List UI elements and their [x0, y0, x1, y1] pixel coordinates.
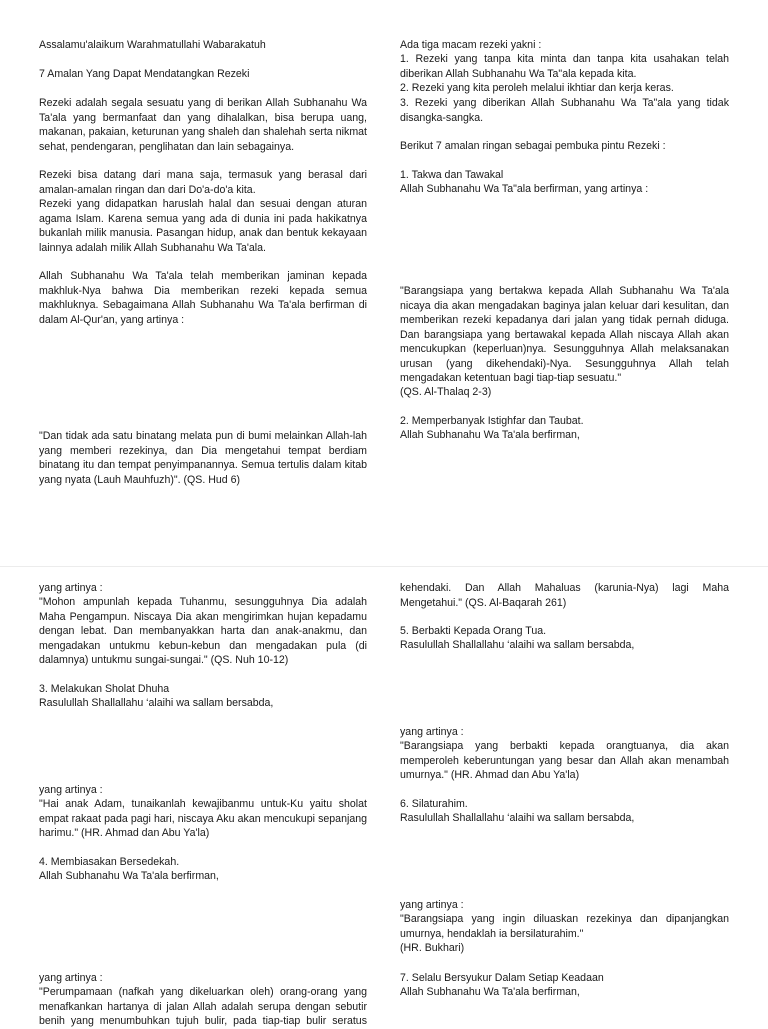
heading-syukur: 7. Selalu Bersyukur Dalam Setiap Keadaan	[400, 972, 604, 984]
seven-practices-intro: Berikut 7 amalan ringan sebagai pembuka pintu Rezeki :	[400, 140, 666, 152]
artinya-label: yang artinya :	[39, 972, 103, 984]
document-title: 7 Amalan Yang Dapat Mendatangkan Rezeki	[39, 68, 250, 80]
rezeki-type-1: 1. Rezeki yang tanpa kita minta dan tanpa kita usahakan telah diberikan Allah Subhanahu Wa Ta"ala kepada kita.	[400, 53, 729, 80]
heading-takwa-intro: Allah Subhanahu Wa Ta"ala berfirman, yang artinya :	[400, 183, 649, 195]
paragraph-definition: Rezeki adalah segala sesuatu yang di berikan Allah Subhanahu Wa Ta'ala yang bermanfaat dan yang dihalalkan, bisa berupa uang, makanan, pakaian, keturunan yang shaleh dan shalehah serta nikmat sehat, pendengaran, penglihatan dan lain sebagainya.	[39, 97, 367, 153]
artinya-label: yang artinya :	[400, 726, 464, 738]
heading-sedekah: 4. Membiasakan Bersedekah.	[39, 856, 180, 868]
heading-istighfar: 2. Memperbanyak Istighfar dan Taubat.	[400, 415, 584, 427]
quote-silaturahim: "Barangsiapa yang ingin diluaskan rezekinya dan dipanjangkan umurnya, hendaklah ia bersilaturahim."	[400, 913, 729, 940]
quote-nuh: "Mohon ampunlah kepada Tuhanmu, sesungguhnya Dia adalah Maha Pengampun. Niscaya Dia akan mengirimkan hujan kepadamu dengan lebat. Dan membanyakkan harta dan anak-anakmu, dan mengadakan untukmu kebun-kebun dan mengadakan pula (di dalamnya) untukmu sungai-sungai." (QS. Nuh 10-12)	[39, 596, 367, 666]
heading-syukur-intro: Allah Subhanahu Wa Ta'ala berfirman,	[400, 986, 580, 998]
quote-sedekah-line: menafkankan hartanya di jalan Allah adalah serupa dengan sebutir	[39, 1000, 367, 1013]
heading-birr-intro: Rasulullah Shallallahu ‘alaihi wa sallam bersabda,	[400, 639, 635, 651]
quote-thalaq: "Barangsiapa yang bertakwa kepada Allah Subhanahu Wa Ta'ala nicaya dia akan mengadakan baginya jalan keluar dari kesulitan, dan memberikan rezeki kepadanya dari jalan yang tidak pernah diduga. Dan barangsiapa yang bertawakal kepada Allah niscaya Allah akan mencukupkan (keperluan)nya. Sesungguhnya Allah melaksanakan urusan (yang dikehendaki)-Nya. Sesungguhnya Allah telah mengadakan ketentuan bagi tiap-tiap sesuatu."	[400, 285, 729, 384]
artinya-label: yang artinya :	[39, 582, 103, 594]
quote-hud: "Dan tidak ada satu binatang melata pun di bumi melainkan Allah-lah yang memberi rezekinya, dan Dia mengetahui tempat berdiam binatang itu dan tempat penyimpanannya. Semua tertulis dalam kitab yang nyata (Lauh Mauhfuzh)". (QS. Hud 6)	[39, 430, 367, 486]
heading-takwa: 1. Takwa dan Tawakal	[400, 169, 504, 181]
heading-silaturahim: 6. Silaturahim.	[400, 798, 468, 810]
artinya-label: yang artinya :	[400, 899, 464, 911]
page-divider	[0, 566, 768, 567]
heading-dhuha-intro: Rasulullah Shallallahu ‘alaihi wa sallam bersabda,	[39, 697, 274, 709]
types-intro: Ada tiga macam rezeki yakni :	[400, 39, 542, 51]
artinya-label: yang artinya :	[39, 784, 103, 796]
quote-sedekah-line: "Perumpamaan (nafkah yang dikeluarkan oleh) orang-orang yang	[39, 986, 367, 998]
ref-thalaq: (QS. Al-Thalaq 2-3)	[400, 386, 492, 398]
quote-sedekah-line: benih yang menumbuhkan tujuh bulir, pada tiap-tiap bulir seratus	[39, 1015, 367, 1027]
quote-baqarah-continuation: kehendaki. Dan Allah Mahaluas (karunia-Nya) lagi Maha Mengetahui." (QS. Al-Baqarah 261)	[400, 582, 729, 609]
quote-sedekah	[39, 985, 367, 1029]
quote-dhuha: "Hai anak Adam, tunaikanlah kewajibanmu untuk-Ku yaitu sholat empat rakaat pada pagi hari, niscaya Aku akan mencukupi sepanjang harimu." (HR. Ahmad dan Abu Ya'la)	[39, 798, 367, 839]
heading-sedekah-intro: Allah Subhanahu Wa Ta'ala berfirman,	[39, 870, 219, 882]
rezeki-type-3: 3. Rezeki yang diberikan Allah Subhanahu Wa Ta"ala yang tidak disangka-sangka.	[400, 97, 729, 124]
heading-dhuha: 3. Melakukan Sholat Dhuha	[39, 683, 170, 695]
ref-bukhari: (HR. Bukhari)	[400, 942, 465, 954]
greeting: Assalamu'alaikum Warahmatullahi Wabarakatuh	[39, 39, 266, 51]
paragraph-sources: Rezeki bisa datang dari mana saja, termasuk yang berasal dari amalan-amalan ringan dan dari Do'a-do'a kita.	[39, 169, 367, 196]
heading-birr: 5. Berbakti Kepada Orang Tua.	[400, 625, 547, 637]
heading-silaturahim-intro: Rasulullah Shallallahu ‘alaihi wa sallam bersabda,	[400, 812, 635, 824]
paragraph-guarantee: Allah Subhanahu Wa Ta'ala telah memberikan jaminan kepada makhluk-Nya bahwa Dia memberikan rezeki kepada semua makhluknya. Sebagaimana Allah Subhanahu Wa Ta'ala berfirman di dalam Al-Qur'an, yang artinya :	[39, 270, 367, 326]
paragraph-halal: Rezeki yang didapatkan haruslah halal dan sesuai dengan aturan agama Islam. Karena semua yang ada di dunia ini pada hakikatnya bukanlah milik manusia. Pasangan hidup, anak dan bentuk kekayaan lainnya adalah milik Allah Subhanahu Wa Ta'ala.	[39, 198, 367, 254]
quote-birr: "Barangsiapa yang berbakti kepada orangtuanya, dia akan memperoleh keberuntungan yang besar dan Allah akan menambah umurnya." (HR. Ahmad dan Abu Ya'la)	[400, 740, 729, 781]
heading-istighfar-intro: Allah Subhanahu Wa Ta'ala berfirman,	[400, 429, 580, 441]
rezeki-type-2: 2. Rezeki yang kita peroleh melalui ikhtiar dan kerja keras.	[400, 82, 674, 94]
